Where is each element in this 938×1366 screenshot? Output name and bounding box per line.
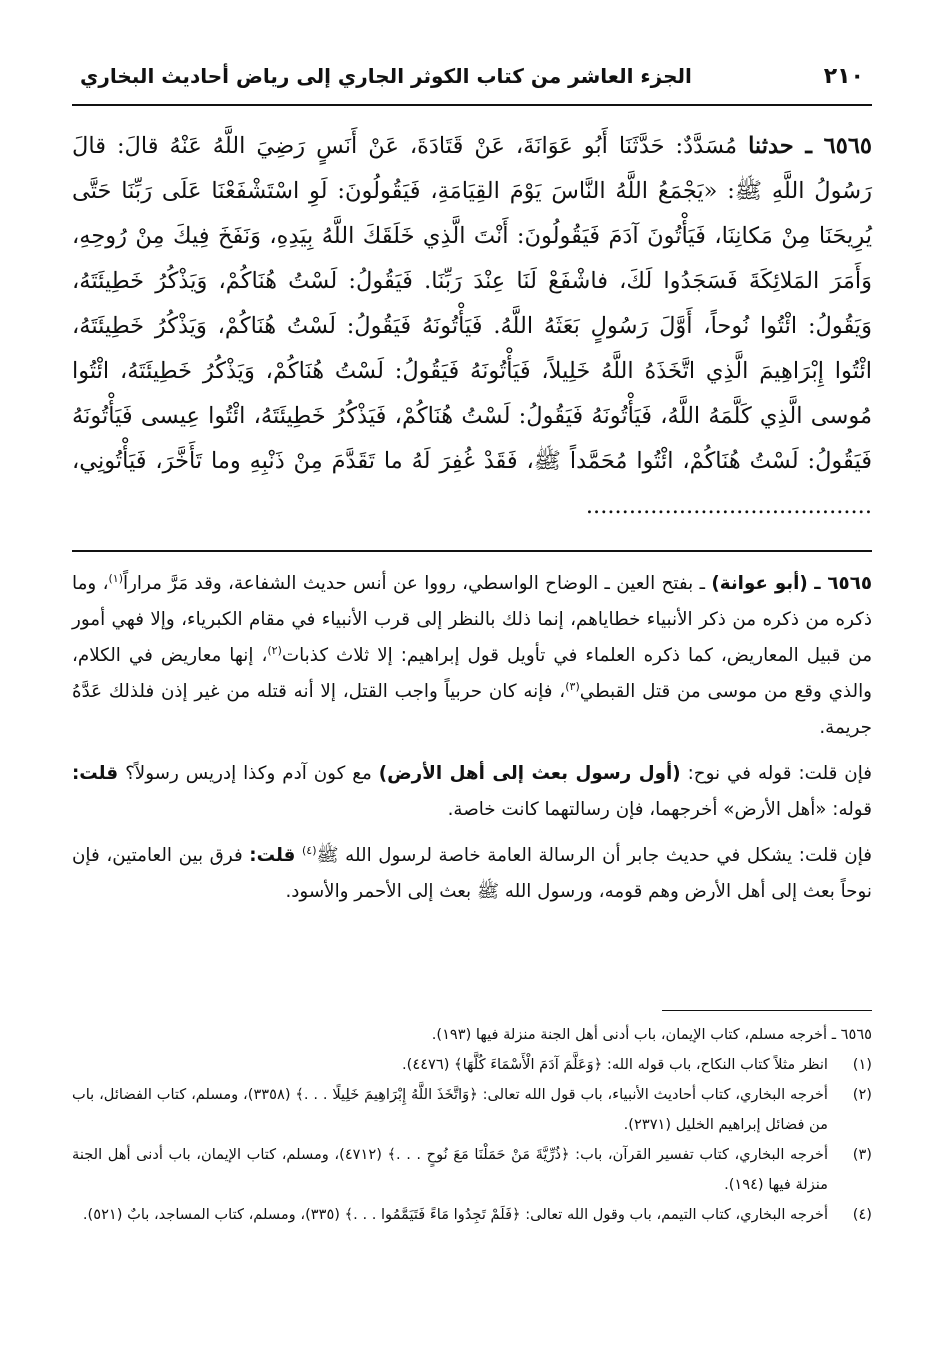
footnote-item [72, 1050, 872, 1080]
running-title: الجزء العاشر من كتاب الكوثر الجاري إلى رياض أحاديث البخاري [80, 64, 692, 88]
commentary-text: ، وما ذكره من ذكره من ذكر الأنبياء خطاياهم، إنما ذلك بالنظر إلى قرب الأنبياء في مقام الكبرياء، وإلا فهي أمور من قبيل المعاريض، كما ذكره العلماء في تأويل قول إبراهيم: إلا ثلاث كذبات [72, 573, 873, 666]
footnote-ref-2: (٢) [267, 643, 282, 657]
commentary-text: ـ بفتح العين ـ الوضاح الواسطي، رووا عن أنس حديث الشفاعة، وقد مَرَّ مراراً [123, 573, 705, 594]
commentary-number: ٦٥٦٥ ـ [814, 573, 873, 594]
section-divider [72, 550, 872, 552]
commentary-paragraph-2 [72, 756, 872, 828]
footnote-number: (٣) [852, 1146, 872, 1163]
footnote-item [72, 1200, 872, 1230]
commentary-answer-label: قلت: [72, 763, 119, 784]
commentary-paragraph-3 [72, 838, 872, 910]
footnote-number: (٤) [852, 1206, 872, 1223]
commentary-text: ، إنها معاريض في الكلام، والذي وقع من موسى من قتل القبطي [72, 645, 872, 702]
footnote-number: (٢) [852, 1086, 872, 1103]
footnote-ref-3: (٣) [565, 679, 580, 693]
footnote-number: (١) [852, 1056, 872, 1073]
footnote-divider [662, 1010, 872, 1011]
footnote-item [72, 1080, 872, 1140]
page-header [72, 60, 872, 106]
commentary-text: ، فإنه كان حربياً واجب القتل، إلا أنه قتله من غير إذن فلذلك عَدَّهُ جريمة. [72, 681, 872, 738]
commentary-text: فإن قلت: يشكل في حديث جابر أن الرسالة العامة خاصة لرسول الله ﷺ [316, 845, 873, 866]
commentary-answer-label: قلت: [249, 845, 296, 866]
commentary-term: (أبو عوانة) [711, 573, 808, 594]
footnote-text: أخرجه البخاري، كتاب أحاديث الأنبياء، باب قول الله تعالى: ﴿وَاتَّخَذَ اللَّهُ إِبْرَاهِيمَ خَلِيلًا . . .﴾ (٣٣٥٨)، ومسلم، كتاب الفضائل، باب من فضائل إبراهيم الخليل (٢٣٧١). [72, 1086, 828, 1133]
commentary-paragraph-1 [72, 566, 872, 746]
footnote-item [72, 1140, 872, 1200]
commentary [72, 566, 872, 920]
footnotes [72, 1020, 872, 1230]
hadith-text [72, 124, 872, 529]
footnote-text: أخرجه البخاري، كتاب التيمم، باب وقول الله تعالى: ﴿فَلَمْ تَجِدُوا مَاءً فَتَيَمَّمُوا . . .﴾ (٣٣٥)، ومسلم، كتاب المساجد، بابٌ (٥٢١). [82, 1206, 828, 1223]
footnote-ref-4: (٤) [301, 843, 317, 857]
commentary-text: فرق بين العامتين، فإن نوحاً بعث إلى أهل الأرض وهم قومه، ورسول الله ﷺ بعث إلى الأحمر والأسود. [72, 845, 872, 902]
hadith-number: ٦٥٦٥ ـ حدثنا [748, 133, 873, 159]
footnote-ref-1: (١) [108, 571, 123, 585]
page-number: ٢١٠ [823, 64, 864, 89]
footnote-text: أخرجه البخاري، كتاب تفسير القرآن، باب: ﴿ذُرِّيَّةَ مَنْ حَمَلْنَا مَعَ نُوحٍ . . .﴾ (٤٧١٢)، ومسلم، كتاب الإيمان، باب أدنى أهل الجنة منزلة فيها (١٩٤). [72, 1146, 828, 1193]
commentary-quote: (أول رسول بعث إلى أهل الأرض) [378, 763, 681, 784]
commentary-text: مع كون آدم وكذا إدريس رسولاً؟ [125, 763, 372, 784]
commentary-text: فإن قلت: قوله في نوح: [687, 763, 873, 784]
hadith-body: مُسَدَّدٌ: حَدَّثَنَا أَبُو عَوَانَةَ، عَنْ قَتَادَةَ، عَنْ أَنَسٍ رَضِيَ اللَّهُ عَنْهُ قالَ: قالَ رَسُولُ اللَّهِ ﷺ: «يَجْمَعُ اللَّهُ النَّاسَ يَوْمَ القِيَامَةِ، فَيَقُولُونَ: لَوِ اسْتَشْفَعْنَا عَلَى رَبِّنَا حَتَّى يُرِيحَنَا مِنْ مَكانِنَا، فَيَأْتُونَ آدَمَ فَيَقُولُونَ: أَنْتَ الَّذِي خَلَقَكَ اللَّهُ بِيَدِهِ، وَنَفَخَ فِيكَ مِنْ رُوحِهِ، وَأَمَرَ المَلائِكَةَ فَسَجَدُوا لَكَ، فاشْفَعْ لَنَا عِنْدَ رَبِّنَا. فَيَقُولُ: لَسْتُ هُنَاكُمْ، وَيَذْكُرُ خَطِيئَتَهُ، وَيَقُولُ: ائْتُوا نُوحاً، أَوَّلَ رَسُولٍ بَعَثَهُ اللَّهُ. فَيَأْتُونَهُ فَيَقُولُ: لَسْتُ هُنَاكُمْ، وَيَذْكُرُ خَطِيئَتَهُ، ائْتُوا إِبْرَاهِيمَ الَّذِي اتَّخَذَهُ اللَّهُ خَلِيلاً، فَيَأْتُونَهُ فَيَقُولُ: لَسْتُ هُنَاكُمْ، وَيَذْكُرُ خَطِيئَتَهُ، ائْتُوا مُوسى الَّذِي كَلَّمَهُ اللَّهُ، فَيَأْتُونَهُ فَيَقُولُ: لَسْتُ هُنَاكُمْ، فَيَذْكُرُ خَطِيئَتَهُ، ائْتُوا عِيسى فَيَأْتُونَهُ فَيَقُولُ: لَسْتُ هُنَاكُمْ، ائْتُوا مُحَمَّداً ﷺ، فَقَدْ غُفِرَ لَهُ ما تَقَدَّمَ مِنْ ذَنْبِهِ وما تَأَخَّرَ، فَيَأْتُونِي، ........................................ [72, 133, 872, 519]
footnote-source: ٦٥٦٥ ـ أخرجه مسلم، كتاب الإيمان، باب أدنى أهل الجنة منزلة فيها (١٩٣). [431, 1026, 872, 1043]
commentary-text: قوله: «أهل الأرض» أخرجهما، فإن رسالتهما كانت خاصة. [447, 799, 872, 820]
footnote-text: انظر مثلاً كتاب النكاح، باب قوله الله: ﴿وَعَلَّمَ آدَمَ الْأَسْمَاءَ كُلَّهَا﴾ (٤٤٧٦). [402, 1056, 828, 1073]
